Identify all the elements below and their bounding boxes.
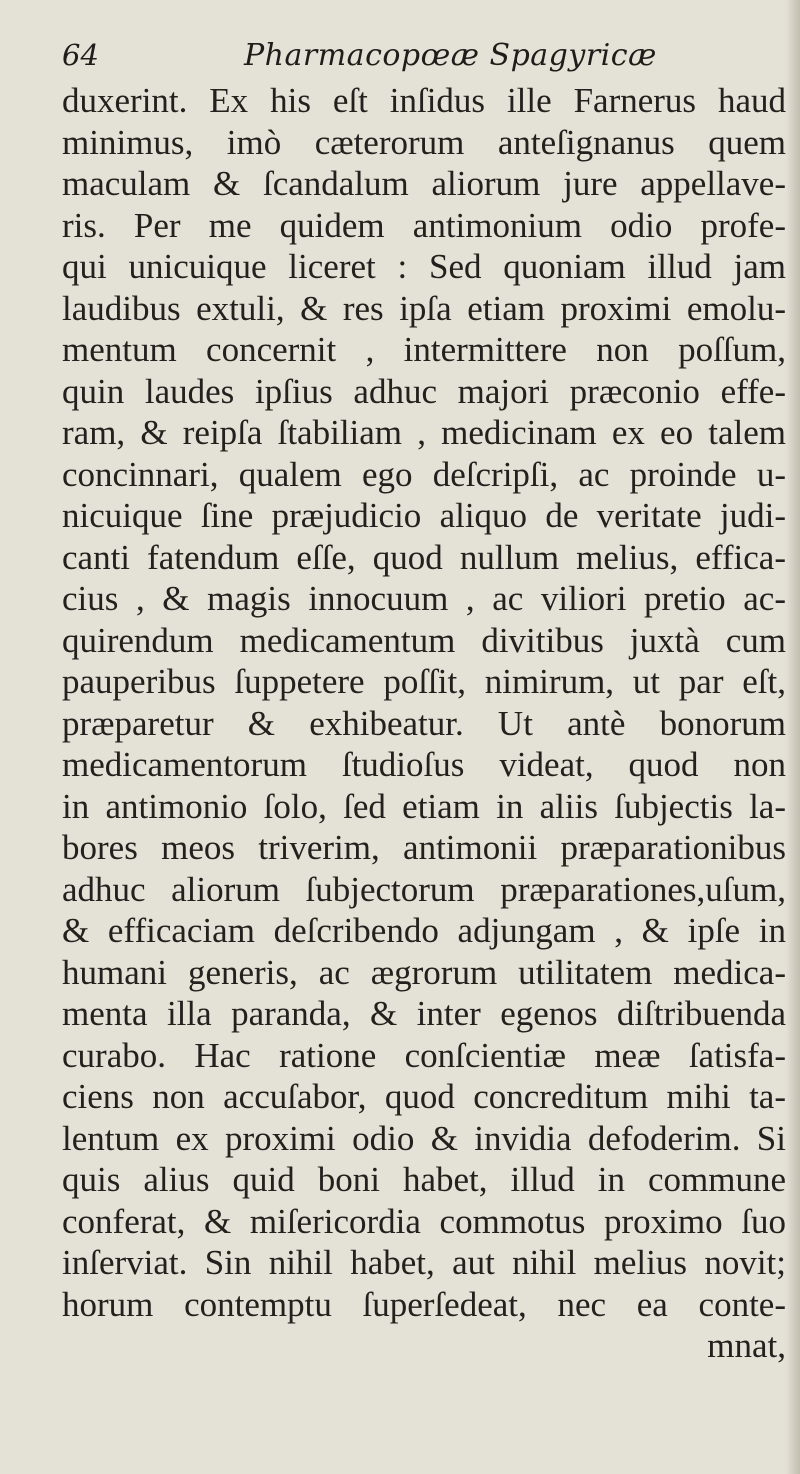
text-line: quis alius quid boni habet, illud in commune	[62, 1160, 786, 1199]
text-line: ris. Per me quidem antimonium odio profe-	[62, 205, 786, 245]
text-line: præparetur & exhibeatur. Ut antè bonorum	[62, 703, 786, 743]
text-line: ram, & reipſa ſtabiliam , medicinam ex eo talem	[62, 413, 786, 452]
text-line: bores meos triverim, antimonii præparationibus	[62, 828, 786, 867]
text-line: & efficaciam deſcribendo adjungam , & ipſe in	[62, 911, 786, 950]
body-text	[62, 80, 786, 1367]
text-line: maculam & ſcandalum aliorum jure appellave-	[62, 164, 786, 203]
text-line: minimus, imò cæterorum anteſignanus quem	[62, 122, 786, 162]
text-line: qui unicuique liceret : Sed quoniam illud jam	[62, 247, 786, 286]
text-line: ciens non accuſabor, quod concreditum mihi ta-	[62, 1077, 786, 1116]
text-line: medicamentorum ſtudioſus videat, quod non	[62, 745, 786, 784]
running-head: Pharmacopœæ Spagyricæ	[244, 38, 657, 73]
text-line: inſerviat. Sin nihil habet, aut nihil melius novit;	[62, 1243, 786, 1282]
text-line: mentum concernit , intermittere non poſſum,	[62, 330, 786, 369]
text-line: pauperibus ſuppetere poſſit, nimirum, ut par eſt,	[62, 662, 786, 701]
text-line: menta illa paranda, & inter egenos diſtribuenda	[62, 994, 786, 1033]
text-line: concinnari, qualem ego deſcripſi, ac proinde u-	[62, 454, 786, 494]
page-edge	[786, 0, 800, 1474]
text-line: cius , & magis innocuum , ac viliori pretio ac-	[62, 579, 786, 618]
text-line: horum contemptu ſuperſedeat, nec ea conte-	[62, 1284, 786, 1324]
text-line: quirendum medicamentum divitibus juxtà cum	[62, 620, 786, 660]
page-number: 64	[62, 38, 99, 72]
text-line: adhuc aliorum ſubjectorum præparationes,uſum,	[62, 869, 786, 909]
text-line: duxerint. Ex his eſt inſidus ille Farnerus haud	[62, 81, 786, 120]
text-line: humani generis, ac ægrorum utilitatem medica-	[62, 952, 786, 992]
text-line: in antimonio ſolo, ſed etiam in aliis ſubjectis la-	[62, 786, 786, 826]
text-line: laudibus extuli, & res ipſa etiam proximi emolu-	[62, 288, 786, 328]
text-line: nicuique ſine præjudicio aliquo de veritate judi-	[62, 496, 786, 535]
text-line: curabo. Hac ratione conſcientiæ meæ ſatisfa-	[62, 1035, 786, 1075]
text-line: canti fatendum eſſe, quod nullum melius, effica-	[62, 537, 786, 577]
text-line: quin laudes ipſius adhuc majori præconio effe-	[62, 371, 786, 411]
catchword: mnat,	[707, 1326, 786, 1365]
text-line: conferat, & miſericordia commotus proximo ſuo	[62, 1201, 786, 1241]
text-line: lentum ex proximi odio & invidia defoderim. Si	[62, 1118, 786, 1158]
